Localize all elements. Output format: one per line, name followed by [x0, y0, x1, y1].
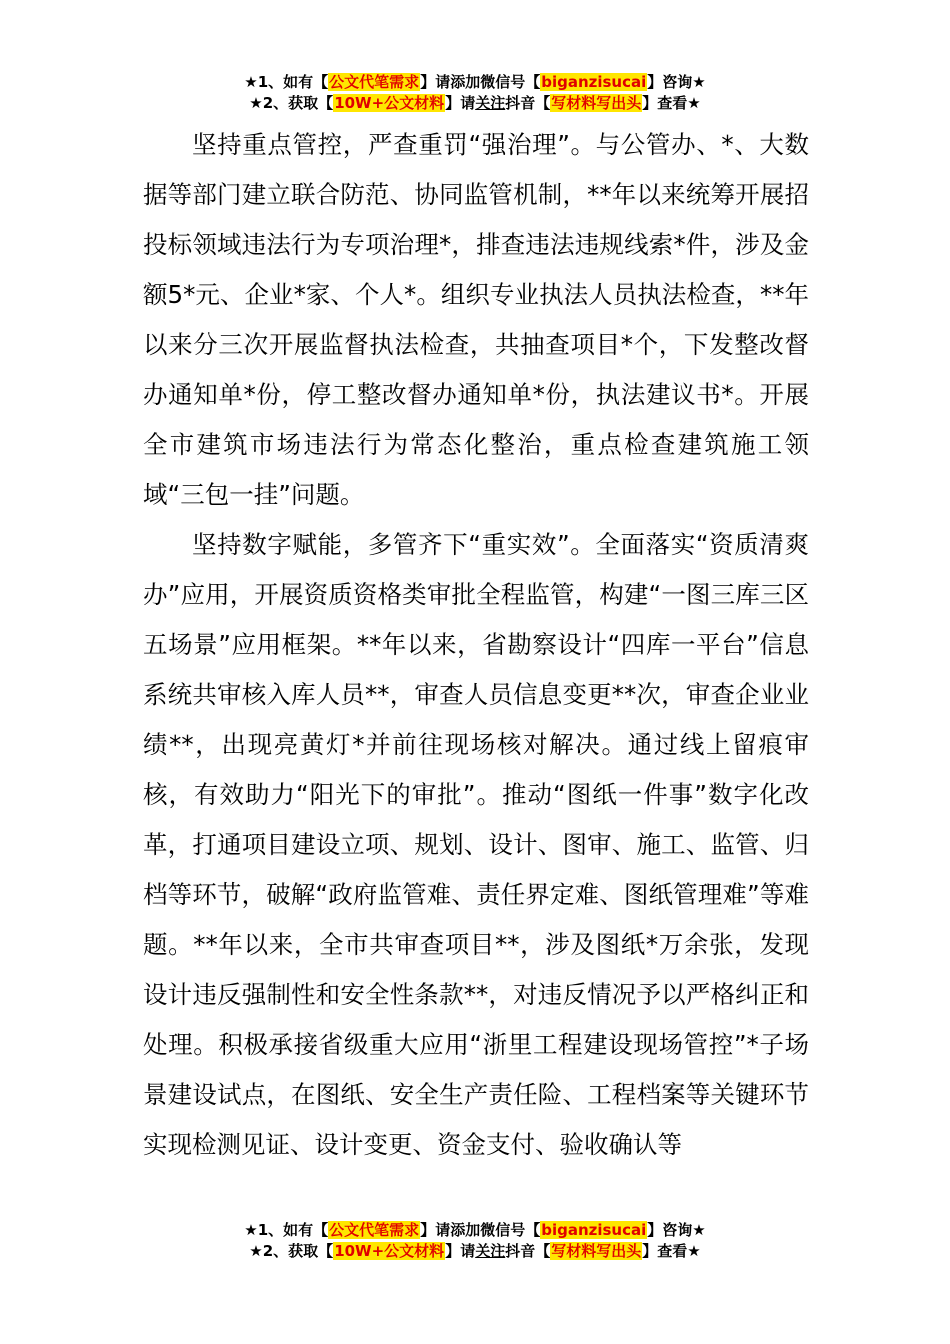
paragraph-governance: 坚持重点管控，严查重罚“强治理”。与公管办、*、大数据等部门建立联合防范、协同监管机制，**年以来统筹开展招投标领域违法行为专项治理*，排查违法违规线索*件，涉及金额5*元、企业*家、个人*。组织专业执法人员执法检查，**年以来分三次开展监督执法检查，共抽查项目*个，下发整改督办通知单*份，停工整改督办通知单*份，执法建议书*。开展全市建筑市场违法行为常态化整治，重点检查建筑施工领域“三包一挂”问题。	[143, 130, 809, 509]
highlight-wechat-id: biganzisucai	[541, 73, 647, 91]
document-body	[143, 120, 809, 1170]
highlight-ghostwriting: 公文代笔需求	[329, 1221, 420, 1239]
paragraph-digital: 坚持数字赋能，多管齐下“重实效”。全面落实“资质清爽办”应用，开展资质资格类审批全程监管，构建“一图三库三区五场景”应用框架。**年以来，省勘察设计“四库一平台”信息系统共审核入库人员**，审查人员信息变更**次，审查企业业绩**，出现亮黄灯*并前往现场核对解决。通过线上留痕审核，有效助力“阳光下的审批”。推动“图纸一件事”数字化改革，打通项目建设立项、规划、设计、图审、施工、监管、归档等环节，破解“政府监管难、责任界定难、图纸管理难”等难题。**年以来，全市共审查项目**，涉及图纸*万余张，发现设计违反强制性和安全性条款**，对违反情况予以严格纠正和处理。积极承接省级重大应用“浙里工程建设现场管控”*子场景建设试点，在图纸、安全生产责任险、工程档案等关键环节实现检测见证、设计变更、资金支付、验收确认等	[143, 530, 809, 1159]
highlight-ghostwriting: 公文代笔需求	[329, 73, 420, 91]
highlight-materials: 10W+公文材料	[334, 1242, 445, 1260]
banner-line-1: ★1、如有【公文代笔需求】请添加微信号【biganzisucai】咨询★	[244, 73, 706, 91]
highlight-materials: 10W+公文材料	[334, 94, 445, 112]
header-banner	[0, 72, 950, 114]
highlight-douyin: 写材料写出头	[551, 1242, 642, 1260]
highlight-douyin: 写材料写出头	[551, 94, 642, 112]
banner-line-2: ★2、获取【10W+公文材料】请关注抖音【写材料写出头】查看★	[249, 1242, 701, 1260]
footer-banner	[0, 1220, 950, 1262]
banner-line-2: ★2、获取【10W+公文材料】请关注抖音【写材料写出头】查看★	[249, 94, 701, 112]
underlined-follow: 关注	[475, 94, 506, 112]
underlined-follow: 关注	[475, 1242, 506, 1260]
banner-line-1: ★1、如有【公文代笔需求】请添加微信号【biganzisucai】咨询★	[244, 1221, 706, 1239]
highlight-wechat-id: biganzisucai	[541, 1221, 647, 1239]
